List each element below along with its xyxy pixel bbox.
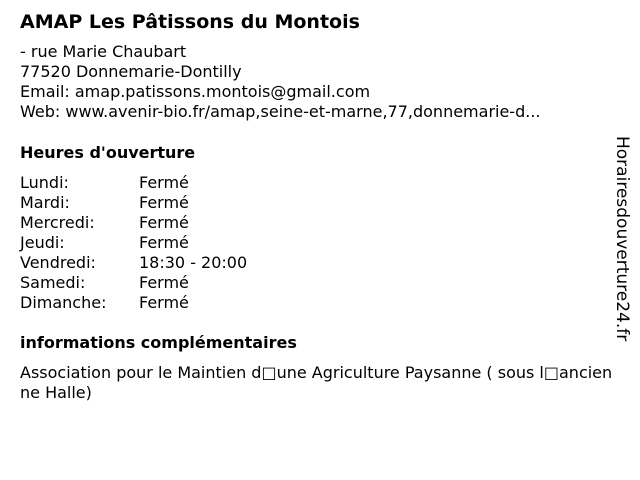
day-label: Jeudi: bbox=[20, 233, 65, 252]
hours-row-tuesday bbox=[20, 193, 247, 213]
day-label: Mardi: bbox=[20, 193, 70, 212]
day-label: Lundi: bbox=[20, 173, 69, 192]
info-heading: informations complémentaires bbox=[20, 333, 297, 352]
address-street: - rue Marie Chaubart bbox=[20, 42, 187, 61]
day-label: Samedi: bbox=[20, 273, 86, 292]
day-hours: Fermé bbox=[139, 293, 189, 312]
hours-row-sunday bbox=[20, 293, 247, 313]
web-line: Web: www.avenir-bio.fr/amap,seine-et-marne,77,donnemarie-d... bbox=[20, 102, 541, 121]
hours-row-thursday bbox=[20, 233, 247, 253]
day-label: Mercredi: bbox=[20, 213, 95, 232]
hours-row-saturday bbox=[20, 273, 247, 293]
watermark-text: Horairesdouverture24.fr bbox=[612, 136, 632, 342]
hours-row-friday bbox=[20, 253, 247, 273]
hours-heading: Heures d'ouverture bbox=[20, 143, 196, 162]
day-hours: Fermé bbox=[139, 213, 189, 232]
address-city: 77520 Donnemarie-Dontilly bbox=[20, 62, 242, 81]
day-hours: 18:30 - 20:00 bbox=[139, 253, 248, 272]
day-label: Dimanche: bbox=[20, 293, 107, 312]
email-line: Email: amap.patissons.montois@gmail.com bbox=[20, 82, 371, 101]
day-hours: Fermé bbox=[139, 193, 189, 212]
hours-row-wednesday bbox=[20, 213, 247, 233]
day-hours: Fermé bbox=[139, 173, 189, 192]
store-card bbox=[20, 10, 613, 403]
hours-row-monday bbox=[20, 173, 247, 193]
day-label: Vendredi: bbox=[20, 253, 96, 272]
day-hours: Fermé bbox=[139, 233, 189, 252]
store-name: AMAP Les Pâtissons du Montois bbox=[20, 11, 360, 33]
info-text: Association pour le Maintien d□une Agriculture Paysanne ( sous l□ancienne Halle) bbox=[20, 363, 613, 402]
hours-table bbox=[20, 173, 247, 313]
day-hours: Fermé bbox=[139, 273, 189, 292]
